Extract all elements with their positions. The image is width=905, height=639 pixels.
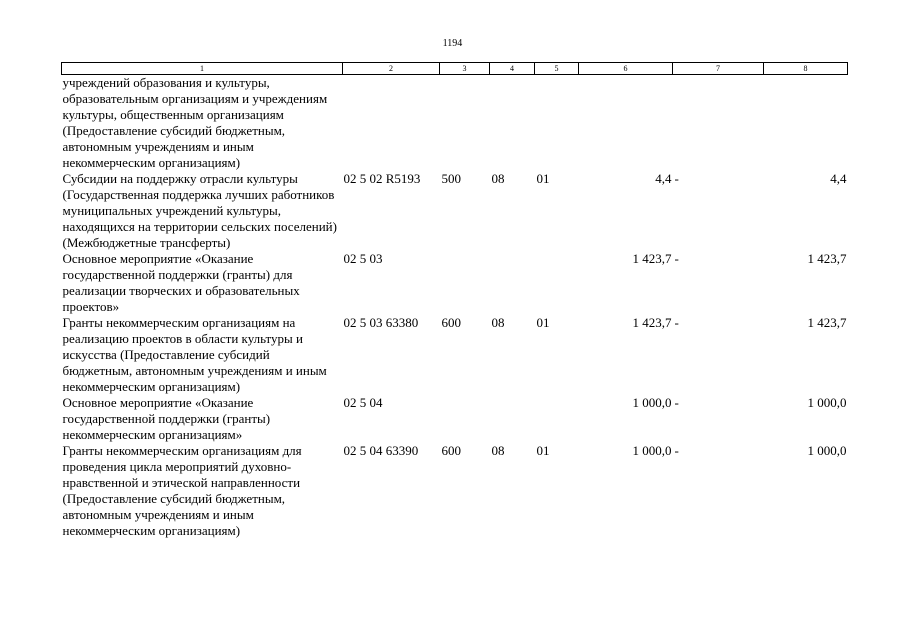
expense-type [440,75,490,172]
expense-type: 600 [441,315,461,330]
subsection-code [535,75,579,172]
target-code: 02 5 02 R5193 [343,171,421,186]
section-code [490,395,535,443]
target-code [343,75,440,172]
table-row [62,171,848,251]
table-row [62,251,848,315]
subsection-code [535,395,579,443]
approved-amount: 1 423,7 [632,251,672,266]
column-number: 5 [535,63,579,75]
section-code: 08 [491,171,505,186]
section-code: 08 [491,443,505,458]
column-number: 1 [62,63,343,75]
change-amount: - [674,315,679,330]
column-number: 4 [490,63,535,75]
expense-type [440,251,490,315]
item-name: Основное мероприятие «Оказание государственной поддержки (гранты) некоммерческим организациям» [62,395,271,442]
total-amount: 1 000,0 [807,443,847,458]
section-code [490,251,535,315]
total-amount: 1 423,7 [807,251,847,266]
total-amount: 1 000,0 [807,395,847,410]
column-number: 6 [579,63,673,75]
total-amount [764,75,848,172]
budget-table [61,62,848,539]
total-amount: 4,4 [830,171,847,186]
approved-amount: 1 423,7 [632,315,672,330]
approved-amount: 4,4 [655,171,672,186]
approved-amount: 1 000,0 [632,443,672,458]
target-code: 02 5 04 [343,395,383,410]
item-name: Гранты некоммерческим организациям на реализацию проектов в области культуры и искусства (Предоставление субсидий бюджетным, автономным учреждениям и иным некоммерческим организациям) [62,315,327,394]
column-number: 7 [673,63,764,75]
column-number: 8 [764,63,848,75]
change-amount: - [674,171,679,186]
expense-type: 600 [441,443,461,458]
change-amount: - [674,251,679,266]
change-amount: - [674,395,679,410]
target-code: 02 5 03 63380 [343,315,419,330]
approved-amount [579,75,673,172]
column-number: 2 [343,63,440,75]
page-number: 1194 [442,38,463,49]
table-body [62,75,848,540]
table-row [62,395,848,443]
change-amount [673,75,764,172]
table-row [62,443,848,539]
approved-amount: 1 000,0 [632,395,672,410]
target-code: 02 5 03 [343,251,383,266]
table-row [62,75,848,172]
item-name: Гранты некоммерческим организациям для проведения цикла мероприятий духовно-нравственной и этической направленности (Предоставление субсидий бюджетным, автономным учреждениям и иным некоммерческим организациям) [62,443,302,538]
item-name: Субсидии на поддержку отрасли культуры (Государственная поддержка лучших работников муниципальных учреждений культуры, находящихся на территории сельских поселений) (Межбюджетные трансферты) [62,171,337,250]
item-name: Основное мероприятие «Оказание государственной поддержки (гранты) для реализации творческих и образовательных проектов» [62,251,300,314]
table-row [62,315,848,395]
subsection-code: 01 [536,443,550,458]
column-number-header [62,63,848,75]
column-number: 3 [440,63,490,75]
subsection-code [535,251,579,315]
section-code [490,75,535,172]
expense-type [440,395,490,443]
target-code: 02 5 04 63390 [343,443,419,458]
subsection-code: 01 [536,315,550,330]
total-amount: 1 423,7 [807,315,847,330]
change-amount: - [674,443,679,458]
item-name: учреждений образования и культуры, образовательным организациям и учреждениям культуры, общественным организациям (Предоставление субсидий бюджетным, автономным учреждениям и иным некоммерческим организациям) [62,75,328,170]
subsection-code: 01 [536,171,550,186]
expense-type: 500 [441,171,461,186]
section-code: 08 [491,315,505,330]
